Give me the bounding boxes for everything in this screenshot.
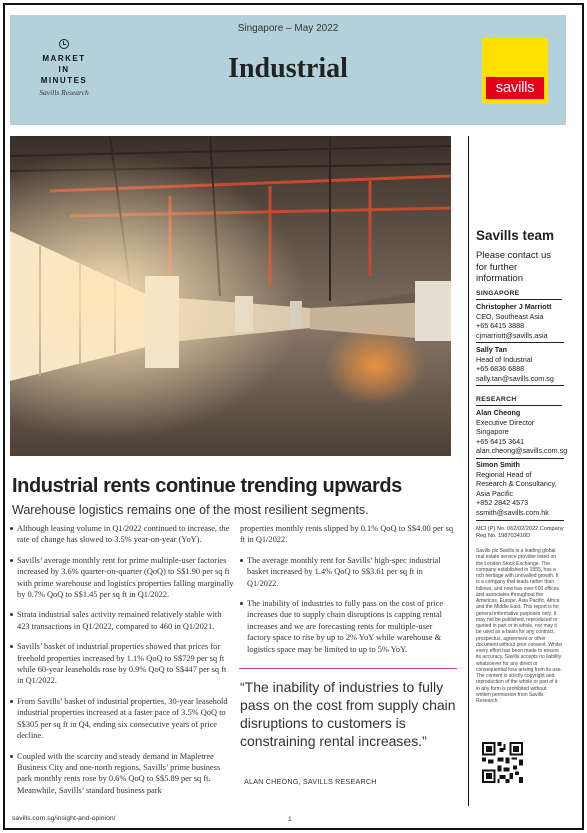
contact-card (476, 460, 564, 521)
bullet-item: The average monthly rent for Savills’ high-spec industrial basket increased by 1.4% QoQ to S$3.61 per sq ft in Q1/2022. (240, 555, 454, 589)
contact-role: Research & Consultancy, (476, 479, 557, 489)
quote-attribution: ALAN CHEONG, SAVILLS RESEARCH (244, 777, 377, 786)
bullet-item: From Savills’ basket of industrial properties, 30-year leasehold industrial properties increased at a faster pace of 3.5% QoQ to S$305 per sq ft in Q4, ending six consecutive years of price decline. (10, 696, 234, 742)
contact-name: Simon Smith (476, 460, 520, 469)
quote-divider (239, 668, 457, 669)
header-band (10, 15, 566, 125)
contact-role: Head of Industrial (476, 354, 533, 364)
contact-location: Singapore (476, 427, 509, 437)
contact-role: Regional Head of (476, 469, 532, 479)
continued-text: properties monthly rents slipped by 0.1% QoQ to S$4.00 per sq ft in Q1/2022. (240, 524, 454, 545)
qr-code-icon[interactable] (482, 742, 523, 783)
contact-role: Asia Pacific (476, 488, 514, 498)
savills-logo-text: savills (486, 77, 544, 99)
contact-card (476, 408, 568, 459)
contact-email[interactable]: ssmith@savills.com.hk (476, 507, 549, 517)
contact-phone: +65 6836 6888 (476, 364, 525, 374)
contact-role: CEO, Southeast Asia (476, 311, 544, 321)
pull-quote: “The inability of industries to fully pass on the cost from supply chain disruptions to customers is constraining rental increases.” (240, 679, 456, 749)
bullet-item: Savills’ average monthly rent for prime multiple-user factories increased by 3.6% quarter-on-quarter (QoQ) to S$1.90 per sq ft with prime warehouse and logistics properties falling marginally by 0.7% QoQ to S$1.45 per sq ft in Q1/2022. (10, 555, 234, 601)
warehouse-photo-illustration (10, 136, 451, 456)
mim-line-1: MARKET (42, 54, 86, 63)
page-title: Industrial (228, 53, 348, 84)
body-column-1 (10, 523, 234, 805)
footer-url[interactable]: savills.com.sg/insight-and-opinion/ (12, 815, 116, 822)
bullet-item: Strata industrial sales activity remained relatively stable with 423 transactions in Q1/2022, compared to 460 in Q1/2021. (10, 609, 234, 632)
disclaimer: Savills plc Savills is a leading global real estate service provider listed on the London Stock Exchange. The company established in 1855, has a rich heritage with unrivalled growth. It is a company that leads rather than follows, and now has over 600 offices and associates throughout the Americas, Europe, Asia Pacific, Africa and the Middle East. This report is for general informative purposes only. It may not be published, reproduced or quoted in part or in whole, nor may it be used as a basis for any contract, prospectus, agreement or other document without prior consent. Whilst every effort has been made to ensure its accuracy, Savills accepts no liability whatsoever for any direct or consequential loss arising from its use. The content is strictly copyright and reproduction of the whole or part of it in any form is prohibited without written permission from Savills Research. (476, 548, 562, 704)
sidebar-title: Savills team (476, 228, 555, 243)
mim-line-2: IN (58, 65, 70, 74)
dateline: Singapore – May 2022 (237, 23, 339, 34)
warehouse-photo (10, 136, 451, 456)
contact-email[interactable]: alan.cheong@savills.com.sg (476, 446, 568, 456)
bullet-item: Savills’ basket of industrial properties showed that prices for freehold properties increased by 1.1% QoQ to S$729 per sq ft while 60-year leaseholds rose by 0.9% QoQ to S$447 per sq ft in Q1/2022. (10, 641, 234, 687)
contact-phone: +852 2842 4573 (476, 498, 529, 508)
section-singapore: SINGAPORE (476, 290, 562, 300)
contact-card (476, 345, 564, 386)
clock-icon (59, 39, 69, 49)
sidebar-divider (468, 136, 469, 806)
mim-line-3: MINUTES (40, 76, 88, 85)
section-research: RESEARCH (476, 396, 562, 406)
mci-registration: MCI (P) No. 062/02/2022 Company Reg No. 198703410D (476, 526, 564, 539)
subheadline: Warehouse logistics remains one of the most resilient segments. (12, 503, 369, 517)
contact-email[interactable]: cjmarriott@savills.asia (476, 330, 548, 340)
contact-email[interactable]: sally.tan@savills.com.sg (476, 373, 554, 383)
contact-name: Alan Cheong (476, 408, 521, 417)
contact-name: Christopher J Marriott (476, 302, 552, 311)
bullet-item: Coupled with the scarcity and steady demand in Mapletree Business City and one-north regions, Savills’ prime business park monthly rents rose by 0.6% QoQ to S$5.89 per sq ft. Meanwhile, Savills’ standard business park (10, 751, 234, 797)
bullet-item: The inability of industries to fully pass on the cost of price increases due to supply chain disruptions is capping rental increases and we are forecasting rents for multiple-user factory space to rise by up to 2% YoY while warehouse & logistics space may be limited to up to 5% YoY. (240, 598, 454, 655)
contact-role: Executive Director (476, 417, 535, 427)
body-column-2 (240, 523, 454, 664)
mim-subtitle: Savills Research (39, 88, 89, 97)
footer (12, 815, 572, 822)
contact-phone: +65 6415 3641 (476, 436, 525, 446)
bullet-item: Although leasing volume in Q1/2022 continued to increase, the rate of change has slowed to 3.5% year-on-year (YoY). (10, 523, 234, 546)
contact-name: Sally Tan (476, 345, 508, 354)
savills-logo (482, 38, 548, 104)
contact-phone: +65 6415 3888 (476, 321, 525, 331)
contact-card (476, 302, 564, 343)
page-number: 1 (288, 816, 292, 823)
sidebar-intro: Please contact us for further information (476, 250, 551, 284)
headline: Industrial rents continue trending upwards (12, 475, 402, 497)
